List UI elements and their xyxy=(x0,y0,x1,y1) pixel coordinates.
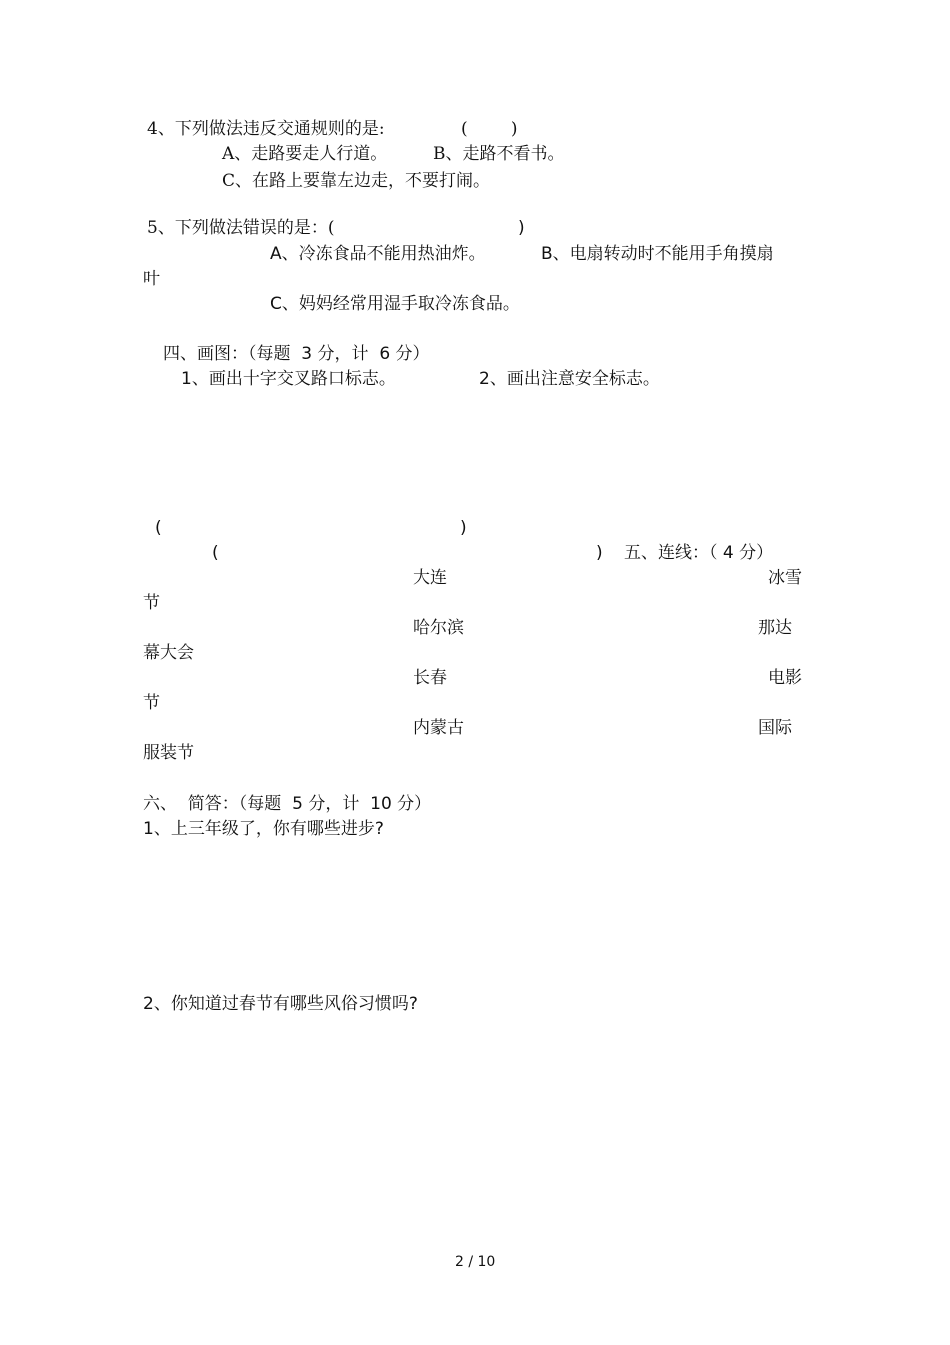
section6-question1: 1、上三年级了，你有哪些进步? xyxy=(143,819,384,839)
match-right-item-wrap: 服装节 xyxy=(143,743,194,763)
match-right-item: 冰雪 xyxy=(768,568,802,588)
q5-paren-close: ) xyxy=(518,218,525,238)
match-right-item-wrap: 节 xyxy=(143,593,160,613)
drawing2-paren-close: ) xyxy=(596,543,603,563)
drawing1-paren-open: ( xyxy=(155,518,162,538)
q4-stem: 4、下列做法违反交通规则的是: xyxy=(147,119,385,139)
q4-option-b: B、走路不看书。 xyxy=(433,144,565,164)
match-right-item-wrap: 节 xyxy=(143,693,160,713)
section4-item1: 1、画出十字交叉路口标志。 xyxy=(181,369,396,389)
q5-option-b-wrap: 叶 xyxy=(143,269,160,289)
section6-title: 六、 简答：（每题 5 分，计 10 分） xyxy=(143,794,432,814)
match-left-item: 长春 xyxy=(413,668,447,688)
match-right-item-wrap: 幕大会 xyxy=(143,643,194,663)
page-number: 2 / 10 xyxy=(455,1254,496,1270)
q4-option-c: C、在路上要靠左边走，不要打闹。 xyxy=(222,171,491,191)
section6-question2: 2、你知道过春节有哪些风俗习惯吗? xyxy=(143,994,418,1014)
match-left-item: 内蒙古 xyxy=(413,718,464,738)
match-right-item: 电影 xyxy=(768,668,802,688)
section4-item2: 2、画出注意安全标志。 xyxy=(479,369,660,389)
section5-title: 五、连线：（ 4 分） xyxy=(624,543,774,563)
q5-option-c: C、妈妈经常用湿手取冷冻食品。 xyxy=(270,294,520,314)
match-right-item: 那达 xyxy=(758,618,792,638)
section4-title: 四、画图：（每题 3 分，计 6 分） xyxy=(163,344,430,364)
q5-option-a: A、冷冻食品不能用热油炸。 xyxy=(270,244,486,264)
q4-option-a: A、走路要走人行道。 xyxy=(222,144,388,164)
q4-answer-paren: ( ) xyxy=(461,119,518,139)
match-left-item: 哈尔滨 xyxy=(413,618,464,638)
drawing1-paren-close: ) xyxy=(460,518,467,538)
drawing2-paren-open: ( xyxy=(212,543,219,563)
match-right-item: 国际 xyxy=(758,718,792,738)
q5-stem: 5、下列做法错误的是：( xyxy=(147,218,335,238)
q5-option-b: B、电扇转动时不能用手角摸扇 xyxy=(541,244,774,264)
match-left-item: 大连 xyxy=(413,568,447,588)
